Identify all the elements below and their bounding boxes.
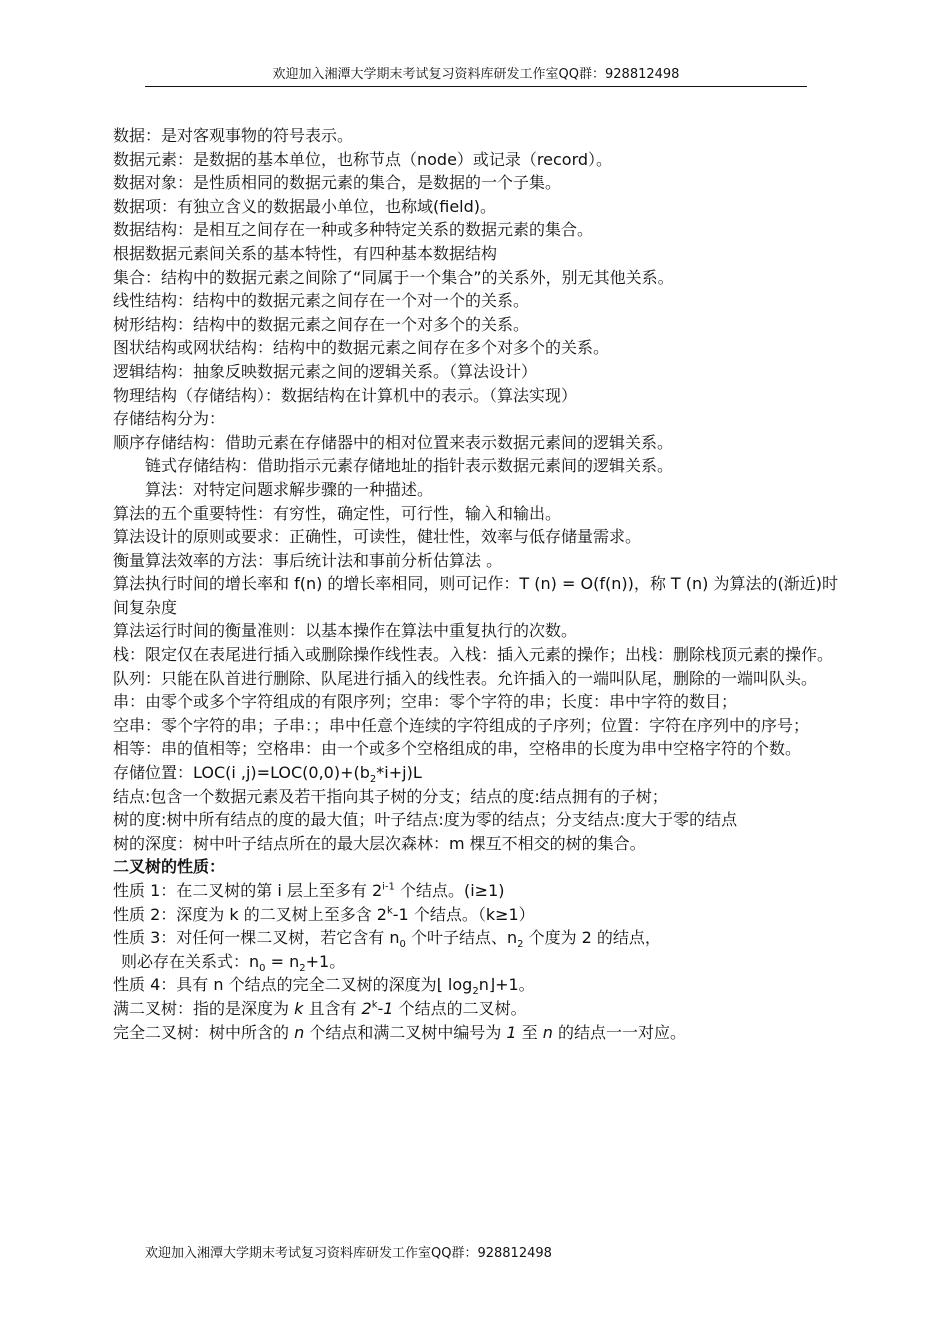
full-binary-tree bbox=[113, 997, 841, 1021]
full-d: 个结点的二叉树。 bbox=[393, 998, 527, 1018]
complete-one: 1 bbox=[506, 1022, 517, 1042]
storage-position-sub: 2 bbox=[369, 774, 377, 786]
line-four-structures: 根据数据元素间关系的基本特性，有四种基本数据结构 bbox=[113, 243, 498, 263]
line-data-structure: 数据结构：是相互之间存在一种或多种特定关系的数据元素的集合。 bbox=[113, 220, 594, 240]
full-exp: 2 bbox=[361, 998, 372, 1018]
relation-a: 则必存在关系式：n bbox=[121, 951, 260, 971]
line-tree-structure: 树形结构：结构中的数据元素之间存在一个对多个的关系。 bbox=[113, 314, 530, 334]
line-time-complexity: 算法执行时间的增长率和 f(n) 的增长率相同，则可记作：T (n) = O(f(n))，称 T (n) 为算法的(渐近)时间复杂度 bbox=[113, 574, 838, 617]
line-sequential-storage: 顺序存储结构：借助元素在存储器中的相对位置来表示数据元素间的逻辑关系。 bbox=[113, 432, 674, 452]
property-3 bbox=[113, 926, 841, 950]
property-3-sub2: 2 bbox=[517, 939, 524, 951]
property-3-relation bbox=[113, 950, 841, 974]
line-linear: 线性结构：结构中的数据元素之间存在一个对一个的关系。 bbox=[113, 291, 530, 311]
line-equal-space-string: 相等：串的值相等；空格串：由一个或多个空格组成的串，空格串的长度为串中空格字符的个数。 bbox=[113, 739, 802, 759]
full-b: 且含有 bbox=[303, 998, 362, 1018]
page-footer: 欢迎加入湘潭大学期末考试复习资料库研发工作室QQ群：928812498 bbox=[145, 1246, 552, 1261]
property-2 bbox=[113, 903, 841, 927]
complete-n1: n bbox=[294, 1022, 305, 1042]
complete-a: 完全二叉树：树中所含的 bbox=[113, 1022, 295, 1042]
line-tree-depth: 树的深度：树中叶子结点所在的最大层次森林：m 棵互不相交的树的集合。 bbox=[113, 833, 646, 853]
line-queue-string: 队列：只能在队首进行删除、队尾进行插入的线性表。允许插入的一端叫队尾，删除的一端叫队头。串：由零个或多个字符组成的有限序列；空串：零个字符的串；长度：串中字符的数目； bbox=[113, 668, 818, 712]
line-data-object: 数据对象：是性质相同的数据元素的集合，是数据的一个子集。 bbox=[113, 173, 562, 193]
line-node: 结点:包含一个数据元素及若干指向其子树的分支；结点的度:结点拥有的子树； bbox=[113, 786, 668, 806]
page-header: 欢迎加入湘潭大学期末考试复习资料库研发工作室QQ群：928812498 bbox=[145, 66, 807, 87]
full-sup: k bbox=[371, 999, 378, 1011]
line-data: 数据：是对客观事物的符号表示。 bbox=[113, 126, 354, 145]
line-substring: 空串：零个字符的串；子串：；串中任意个连续的字符组成的子序列；位置：字符在序列中的序号； bbox=[113, 715, 810, 735]
property-4-sub: 2 bbox=[472, 986, 479, 998]
document-body bbox=[113, 124, 841, 1044]
complete-c: 至 bbox=[516, 1022, 543, 1042]
line-algorithm-design: 算法设计的原则或要求：正确性，可读性，健壮性，效率与低存储量需求。 bbox=[113, 527, 642, 547]
property-4 bbox=[113, 973, 841, 997]
property-4-b: n⌋+1。 bbox=[478, 975, 535, 995]
line-algorithm: 算法：对特定问题求解步骤的一种描述。 bbox=[145, 479, 434, 499]
property-1-sup: i-1 bbox=[382, 881, 395, 893]
relation-sub2: 2 bbox=[299, 962, 306, 974]
line-tree-degree: 树的度:树中所有结点的度的最大值；叶子结点:度为零的结点；分支结点:度大于零的结点 bbox=[113, 810, 738, 830]
line-algorithm-properties: 算法的五个重要特性：有穷性，确定性，可行性，输入和输出。 bbox=[113, 503, 562, 523]
property-1-prefix: 性质 1：在二叉树的第 i 层上至多有 2 bbox=[113, 881, 383, 900]
complete-binary-tree bbox=[113, 1021, 841, 1045]
full-a: 满二叉树：指的是深度为 bbox=[113, 998, 295, 1018]
line-physical-structure: 物理结构（存储结构）：数据结构在计算机中的表示。（算法实现） bbox=[113, 385, 578, 405]
binary-tree-heading: 二叉树的性质： bbox=[113, 857, 226, 877]
line-stack: 栈：限定仅在表尾进行插入或删除操作线性表。入栈：插入元素的操作；出栈：删除栈顶元素的操作。 bbox=[113, 645, 834, 665]
relation-c: +1。 bbox=[305, 951, 346, 971]
property-3-c: 个度为 2 的结点， bbox=[523, 928, 661, 948]
property-3-a: 性质 3：对任何一棵二叉树，若它含有 n bbox=[113, 928, 400, 948]
full-k: k bbox=[294, 998, 304, 1018]
line-set: 集合：结构中的数据元素之间除了“同属于一个集合”的关系外，别无其他关系。 bbox=[113, 267, 674, 287]
complete-n2: n bbox=[542, 1022, 553, 1042]
line-storage-types: 存储结构分为： bbox=[113, 409, 226, 429]
line-graph-structure: 图状结构或网状结构：结构中的数据元素之间存在多个对多个的关系。 bbox=[113, 338, 610, 358]
property-3-b: 个叶子结点、n bbox=[405, 928, 518, 948]
full-c: -1 bbox=[377, 998, 394, 1018]
property-2-suffix: -1 个结点。（k≥1） bbox=[392, 904, 535, 924]
line-efficiency-methods: 衡量算法效率的方法：事后统计法和事前分析估算法 。 bbox=[113, 550, 503, 570]
property-3-sub1: 0 bbox=[399, 939, 406, 951]
storage-position-suffix: *i+j)L bbox=[376, 763, 422, 783]
line-data-element: 数据元素：是数据的基本单位，也称节点（node）或记录（record）。 bbox=[113, 149, 613, 169]
complete-b: 个结点和满二叉树中编号为 bbox=[304, 1022, 507, 1042]
line-logical-structure: 逻辑结构：抽象反映数据元素之间的逻辑关系。（算法设计） bbox=[113, 361, 538, 381]
property-2-sup: k bbox=[386, 905, 393, 917]
storage-position-prefix: 存储位置：LOC(i ,j)=LOC(0,0)+(b bbox=[113, 763, 370, 783]
relation-sub1: 0 bbox=[259, 962, 266, 974]
property-1 bbox=[113, 879, 841, 903]
line-runtime-measure: 算法运行时间的衡量准则：以基本操作在算法中重复执行的次数。 bbox=[113, 621, 578, 641]
line-storage-position bbox=[113, 761, 841, 785]
property-4-a: 性质 4：具有 n 个结点的完全二叉树的深度为⌊ log bbox=[113, 975, 473, 995]
property-1-suffix: 个结点。(i≥1) bbox=[394, 881, 505, 900]
line-data-item: 数据项：有独立含义的数据最小单位，也称域(field)。 bbox=[113, 196, 497, 216]
complete-d: 的结点一一对应。 bbox=[552, 1022, 687, 1042]
line-linked-storage: 链式存储结构：借助指示元素存储地址的指针表示数据元素间的逻辑关系。 bbox=[145, 456, 674, 476]
relation-b: = n bbox=[265, 951, 300, 971]
property-2-prefix: 性质 2：深度为 k 的二叉树上至多含 2 bbox=[113, 904, 387, 924]
